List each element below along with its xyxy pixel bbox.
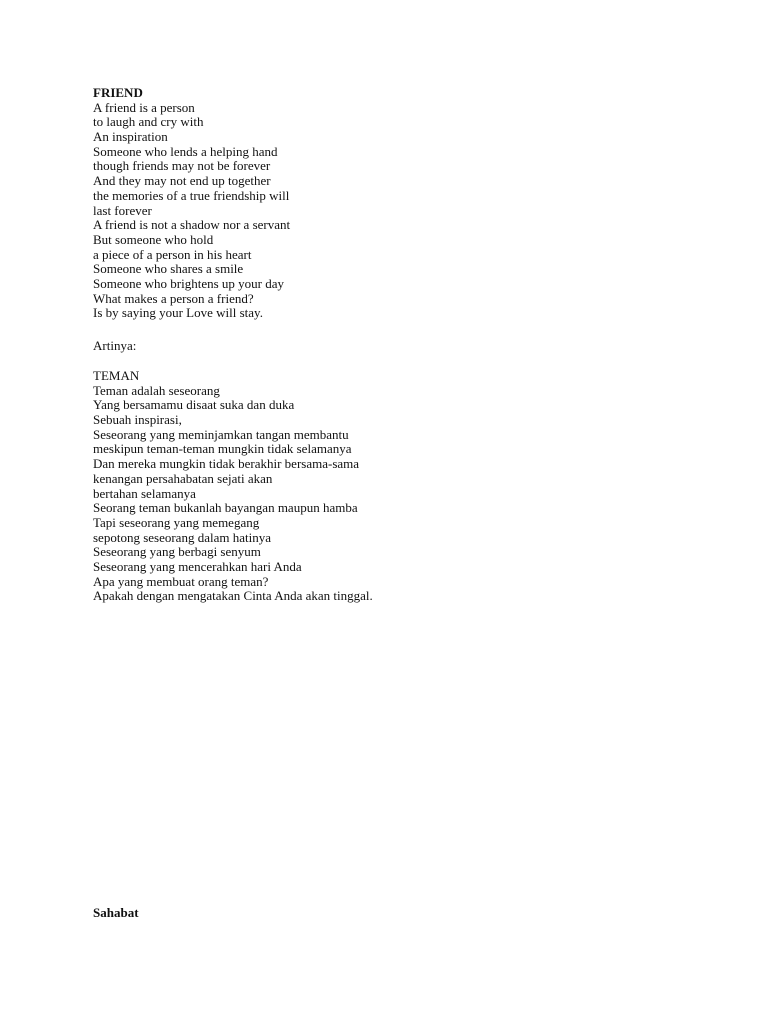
poem-line: A friend is a person xyxy=(93,99,195,115)
poem-line: Seseorang yang mencerahkan hari Anda xyxy=(93,558,302,574)
poem-line: Someone who lends a helping hand xyxy=(93,143,278,159)
poem-line: An inspiration xyxy=(93,129,168,145)
translation-label: Artinya: xyxy=(93,338,137,353)
poem-line: Dan mereka mungkin tidak berakhir bersama-sama xyxy=(93,456,360,472)
poem-line: Someone who brightens up your day xyxy=(93,275,285,291)
poem-english-title: FRIEND xyxy=(93,85,143,100)
poem-line: And they may not end up together xyxy=(93,173,271,189)
poem-line: Apa yang membuat orang teman? xyxy=(93,573,269,589)
poem-line: the memories of a true friendship will xyxy=(93,187,290,203)
poem-line: But someone who hold xyxy=(93,231,214,247)
poem-line: Someone who shares a smile xyxy=(93,261,244,277)
poem-indonesian xyxy=(93,369,713,604)
poem-line: though friends may not be forever xyxy=(93,158,271,174)
poem-line: Seseorang yang berbagi senyum xyxy=(93,544,261,560)
poem-line: Tapi seseorang yang memegang xyxy=(93,514,260,530)
poem-line: to laugh and cry with xyxy=(93,114,204,130)
section-title: Sahabat xyxy=(93,905,139,920)
poem-line: Seorang teman bukanlah bayangan maupun hamba xyxy=(93,500,358,516)
poem-line: Teman adalah seseorang xyxy=(93,382,220,398)
poem-indonesian-title: TEMAN xyxy=(93,368,140,383)
section-title-block xyxy=(93,906,713,921)
poem-line: meskipun teman-teman mungkin tidak selamanya xyxy=(93,441,352,457)
poem-line: kenangan persahabatan sejati akan xyxy=(93,470,273,486)
poem-line: Is by saying your Love will stay. xyxy=(93,305,263,321)
poem-line: Apakah dengan mengatakan Cinta Anda akan tinggal. xyxy=(93,588,373,604)
poem-line: What makes a person a friend? xyxy=(93,290,254,306)
translation-label-block xyxy=(93,339,713,354)
poem-line: a piece of a person in his heart xyxy=(93,246,252,262)
poem-line: sepotong seseorang dalam hatinya xyxy=(93,529,271,545)
poem-line: bertahan selamanya xyxy=(93,485,196,501)
poem-line: Yang bersamamu disaat suka dan duka xyxy=(93,397,295,413)
poem-english xyxy=(93,86,713,321)
poem-line: A friend is not a shadow nor a servant xyxy=(93,217,291,233)
poem-line: Seseorang yang meminjamkan tangan membantu xyxy=(93,426,349,442)
poem-line: last forever xyxy=(93,202,152,218)
poem-line: Sebuah inspirasi, xyxy=(93,412,182,428)
